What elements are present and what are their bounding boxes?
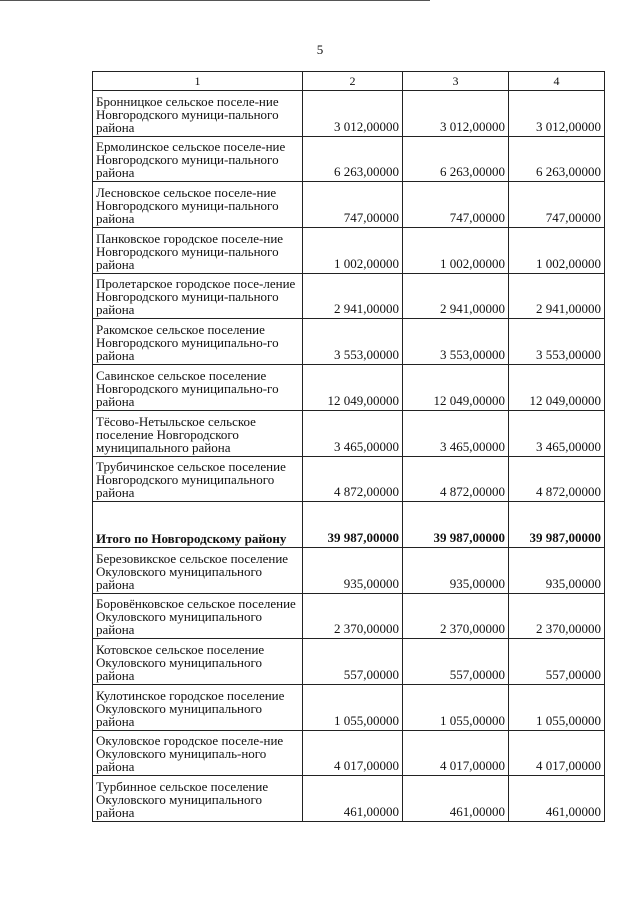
value-cell-col2: 39 987,00000 (303, 502, 403, 548)
value-cell-col3: 4 872,00000 (403, 456, 509, 502)
table-row (93, 547, 605, 593)
column-header-1: 1 (93, 72, 303, 91)
value-cell-col4: 2 941,00000 (509, 273, 605, 319)
settlement-name-cell: Итого по Новгородскому району (93, 502, 303, 548)
settlement-name-cell: Лесновское сельское поселе-ние Новгородского муници-пального района (93, 182, 303, 228)
value-cell-col2: 2 941,00000 (303, 273, 403, 319)
value-cell-col2: 1 002,00000 (303, 228, 403, 274)
value-cell-col4: 935,00000 (509, 547, 605, 593)
settlement-name-cell: Окуловское городское поселе-ние Окуловского муниципаль-ного района (93, 730, 303, 776)
value-cell-col4: 12 049,00000 (509, 365, 605, 411)
value-cell-col4: 6 263,00000 (509, 136, 605, 182)
value-cell-col4: 39 987,00000 (509, 502, 605, 548)
table-row (93, 365, 605, 411)
value-cell-col3: 12 049,00000 (403, 365, 509, 411)
value-cell-col2: 747,00000 (303, 182, 403, 228)
settlement-name-cell: Кулотинское городское поселение Окуловского муниципального района (93, 684, 303, 730)
settlement-name-cell: Бронницкое сельское поселе-ние Новгородского муници-пального района (93, 91, 303, 137)
value-cell-col2: 4 872,00000 (303, 456, 403, 502)
value-cell-col3: 3 012,00000 (403, 91, 509, 137)
table-row (93, 228, 605, 274)
top-border-line (0, 0, 430, 1)
table-row (93, 684, 605, 730)
value-cell-col2: 3 465,00000 (303, 410, 403, 456)
value-cell-col2: 2 370,00000 (303, 593, 403, 639)
value-cell-col2: 6 263,00000 (303, 136, 403, 182)
settlement-name-cell: Трубичинское сельское поселение Новгородского муниципального района (93, 456, 303, 502)
value-cell-col3: 39 987,00000 (403, 502, 509, 548)
value-cell-col4: 557,00000 (509, 639, 605, 685)
settlement-name-cell: Боровёнковское сельское поселение Окуловского муниципального района (93, 593, 303, 639)
value-cell-col4: 747,00000 (509, 182, 605, 228)
value-cell-col4: 3 553,00000 (509, 319, 605, 365)
value-cell-col2: 557,00000 (303, 639, 403, 685)
header-row (93, 72, 605, 91)
settlement-name-cell: Пролетарское городское посе-ление Новгородского муници-пального района (93, 273, 303, 319)
table-row (93, 639, 605, 685)
column-header-3: 3 (403, 72, 509, 91)
table-row (93, 319, 605, 365)
value-cell-col4: 4 017,00000 (509, 730, 605, 776)
settlement-name-cell: Турбинное сельское поселение Окуловского муниципального района (93, 776, 303, 822)
value-cell-col3: 1 002,00000 (403, 228, 509, 274)
allocation-table (92, 71, 605, 822)
value-cell-col3: 2 370,00000 (403, 593, 509, 639)
value-cell-col2: 3 553,00000 (303, 319, 403, 365)
value-cell-col2: 4 017,00000 (303, 730, 403, 776)
value-cell-col3: 4 017,00000 (403, 730, 509, 776)
table-row (93, 182, 605, 228)
settlement-name-cell: Ракомское сельское поселение Новгородского муниципально-го района (93, 319, 303, 365)
table-row (93, 136, 605, 182)
settlement-name-cell: Ермолинское сельское поселе-ние Новгородского муници-пального района (93, 136, 303, 182)
value-cell-col4: 1 002,00000 (509, 228, 605, 274)
column-header-4: 4 (509, 72, 605, 91)
value-cell-col2: 461,00000 (303, 776, 403, 822)
table-row (93, 456, 605, 502)
value-cell-col3: 1 055,00000 (403, 684, 509, 730)
value-cell-col2: 12 049,00000 (303, 365, 403, 411)
value-cell-col2: 1 055,00000 (303, 684, 403, 730)
value-cell-col3: 747,00000 (403, 182, 509, 228)
settlement-name-cell: Березовикское сельское поселение Окуловского муниципального района (93, 547, 303, 593)
settlement-name-cell: Котовское сельское поселение Окуловского муниципального района (93, 639, 303, 685)
value-cell-col3: 6 263,00000 (403, 136, 509, 182)
table-row (93, 730, 605, 776)
table-row (93, 273, 605, 319)
total-row (93, 502, 605, 548)
page-number: 5 (316, 42, 324, 57)
value-cell-col4: 3 012,00000 (509, 91, 605, 137)
value-cell-col4: 3 465,00000 (509, 410, 605, 456)
table-row (93, 91, 605, 137)
value-cell-col4: 461,00000 (509, 776, 605, 822)
value-cell-col3: 557,00000 (403, 639, 509, 685)
value-cell-col3: 461,00000 (403, 776, 509, 822)
table-row (93, 410, 605, 456)
column-header-2: 2 (303, 72, 403, 91)
value-cell-col3: 3 465,00000 (403, 410, 509, 456)
value-cell-col2: 3 012,00000 (303, 91, 403, 137)
settlement-name-cell: Савинское сельское поселение Новгородского муниципально-го района (93, 365, 303, 411)
table-row (93, 776, 605, 822)
value-cell-col3: 3 553,00000 (403, 319, 509, 365)
value-cell-col3: 935,00000 (403, 547, 509, 593)
value-cell-col3: 2 941,00000 (403, 273, 509, 319)
value-cell-col2: 935,00000 (303, 547, 403, 593)
value-cell-col4: 4 872,00000 (509, 456, 605, 502)
settlement-name-cell: Панковское городское поселе-ние Новгородского муници-пального района (93, 228, 303, 274)
value-cell-col4: 2 370,00000 (509, 593, 605, 639)
table-row (93, 593, 605, 639)
settlement-name-cell: Тёсово-Нетыльское сельское поселение Новгородского муниципального района (93, 410, 303, 456)
value-cell-col4: 1 055,00000 (509, 684, 605, 730)
